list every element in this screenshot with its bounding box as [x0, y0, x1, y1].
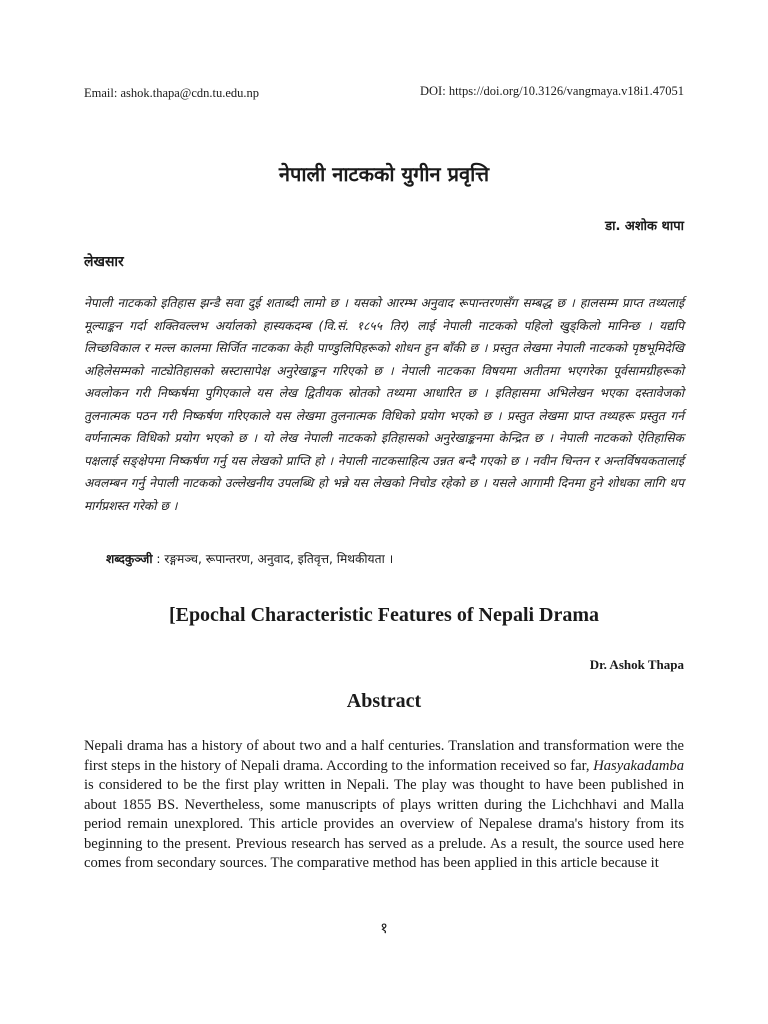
- nepali-abstract-heading: लेखसार: [84, 254, 124, 270]
- nepali-keywords: [106, 550, 393, 567]
- page-number: १: [380, 919, 388, 937]
- nepali-abstract: नेपाली नाटकको इतिहास झन्डै सवा दुई शताब्दी लामो छ । यसको आरम्भ अनुवाद रूपान्तरणसँग सम्बद्ध छ । हालसम्म प्राप्त तथ्यलाई मूल्याङ्कन गर्दा शक्तिवल्लभ अर्यालको हास्यकदम्ब (वि.सं. १८५५ तिर) लाई नेपाली नाटकको पहिलो खुड्किलो मानिन्छ । यद्यपि लिच्छविकाल र मल्ल कालमा सिर्जित नाटकका केही पाण्डुलिपिहरूको शोधन हुन बाँकी छ । प्रस्तुत लेखमा नेपाली नाटकको पृष्ठभूमिदेखि अहिलेसम्मको नाट्येतिहासको स्रस्टासापेक्ष अनुरेखाङ्कन गरिएको छ । नेपाली नाटकका विषयमा अतीतमा भएगरेका पूर्वसामग्रीहरूको अवलोकन गरी निष्कर्षमा पुगिएकाले यस लेख द्वितीयक स्रोतको तथ्यमा आधारित छ । इतिहासमा अभिलेखन भएका दस्तावेजको तुलनात्मक पठन गरी निष्कर्षण गरिएकाले यस लेखमा तुलनात्मक विधिको प्रयोग भएको छ । प्रस्तुत लेखमा प्राप्त तथ्यहरू प्रस्तुत गर्न वर्णनात्मक विधिको प्रयोग भएको छ । यो लेख नेपाली नाटकको इतिहासको अनुरेखाङ्कनमा केन्द्रित छ । नेपाली नाटकको ऐतिहासिक पक्षलाई सङ्क्षेपमा निष्कर्षण गर्नु यस लेखको प्राप्ति हो । नेपाली नाटकसाहित्य उन्नत बन्दै गएको छ । नवीन चिन्तन र अन्तर्विषयकतालाई अवलम्बन गर्नु नेपाली नाटकको उल्लेखनीय उपलब्धि हो भन्ने यस लेखको निचोड रहेको छ । यसले आगामी दिनमा हुने शोधका लागि थप मार्गप्रशस्त गरेको छ ।: [84, 296, 684, 513]
- english-abstract-heading: Abstract: [346, 690, 422, 712]
- keywords-list: : रङ्गमञ्च, रूपान्तरण, अनुवाद, इतिवृत्त, मिथकीयता ।: [152, 552, 394, 566]
- abstract-text-1: Nepali drama has a history of about two and a half centuries. Translation and transformation were the first steps in the history of Nepali drama. According to the information received so far,: [84, 738, 684, 774]
- nepali-title: नेपाली नाटकको युगीन प्रवृत्ति: [278, 162, 490, 186]
- abstract-play-title: Hasyakadamba: [593, 757, 684, 774]
- doi-link[interactable]: DOI: https://doi.org/10.3126/vangmaya.v18i1.47051: [420, 84, 684, 98]
- english-author: Dr. Ashok Thapa: [589, 657, 684, 672]
- keywords-label: शब्दकुञ्जी: [106, 552, 153, 566]
- english-title: [Epochal Characteristic Features of Nepali Drama: [168, 604, 600, 626]
- page-header: [84, 84, 684, 104]
- author-email[interactable]: Email: ashok.thapa@cdn.tu.edu.np: [84, 86, 260, 100]
- english-abstract: [84, 737, 684, 874]
- nepali-author: डा. अशोक थापा: [605, 219, 684, 234]
- abstract-text-2: is considered to be the first play written in Nepali. The play was thought to have been published in about 1855 BS. Nevertheless, some manuscripts of plays written during the Lichchhavi and Malla period remain unexplored. This article provides an overview of Nepalese drama's history from its beginning to the present. Previous research has served as a prelude. As a result, the source used here comes from secondary sources. The comparative method has been applied in this article because it: [84, 777, 684, 871]
